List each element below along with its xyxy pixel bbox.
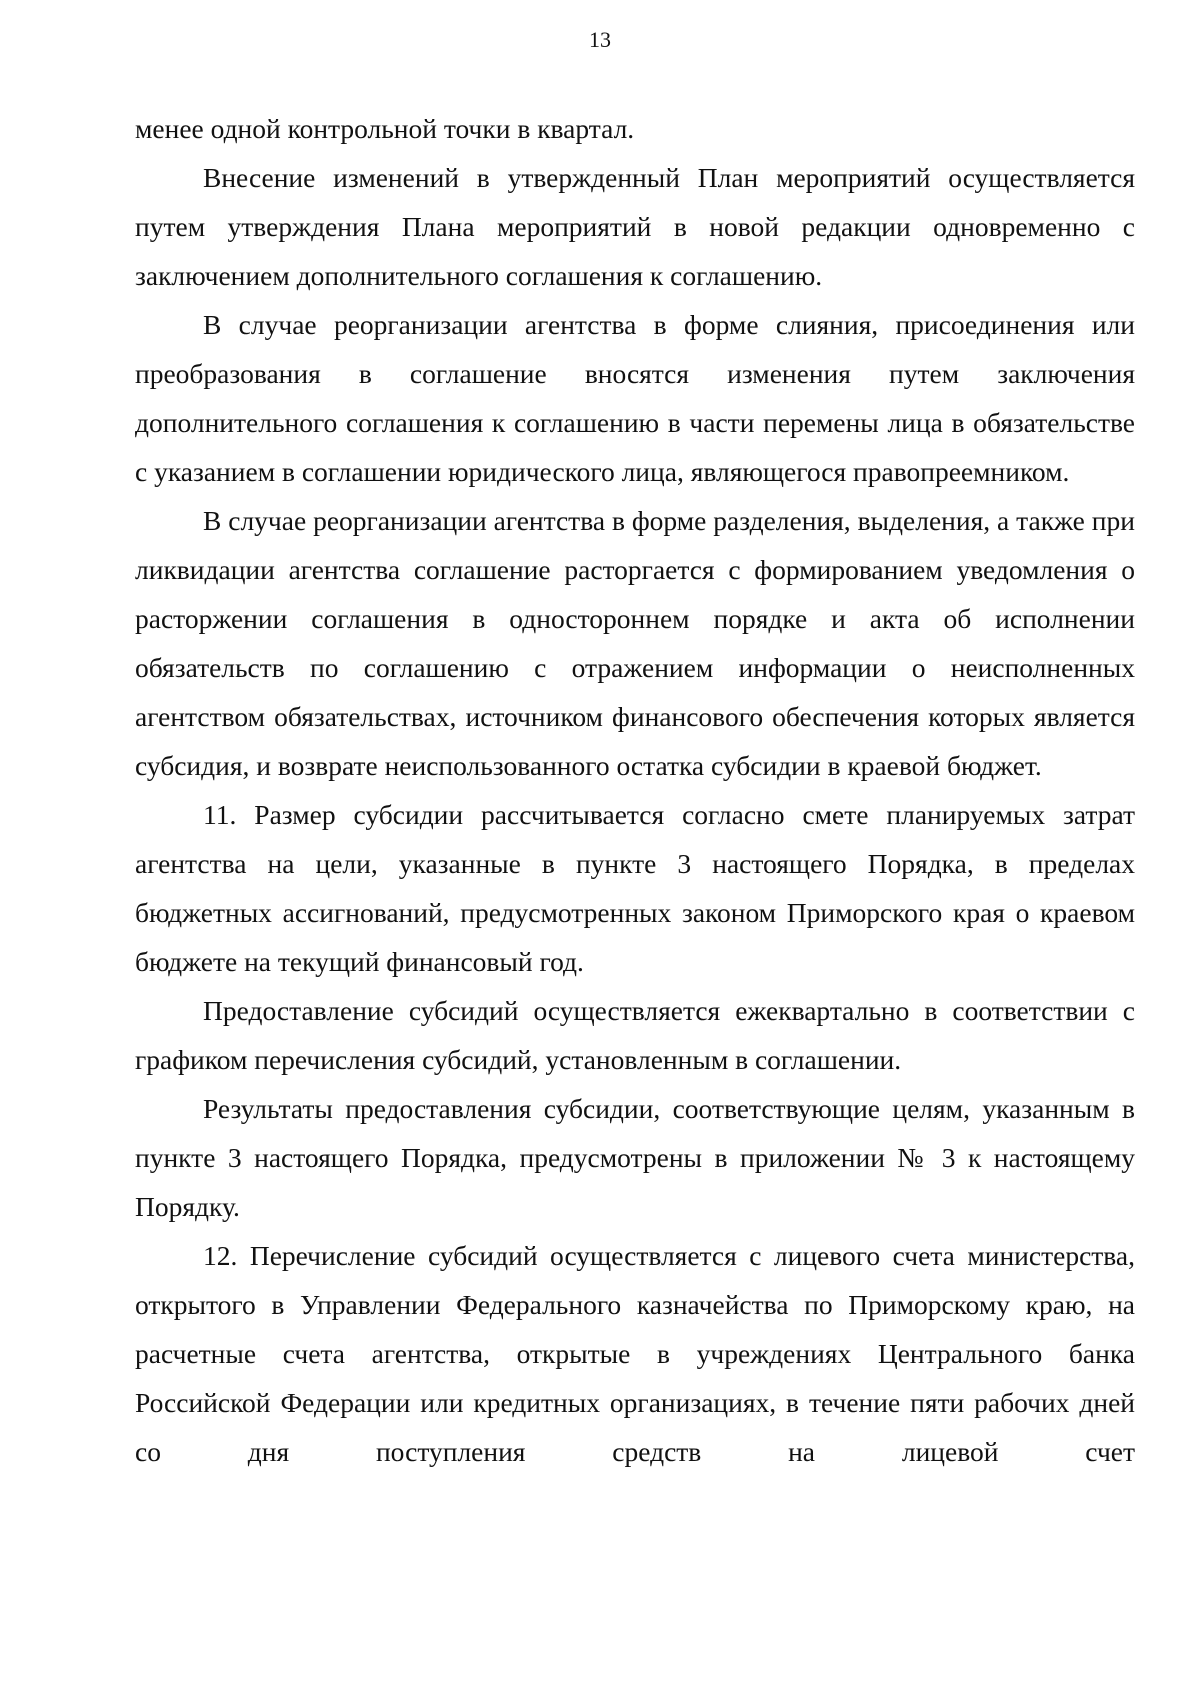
page-number: 13 (589, 27, 611, 52)
paragraph-subsidy-results: Результаты предоставления субсидии, соответствующие целям, указанным в пункте 3 настоящего Порядка, предусмотрены в приложении № 3 к настоящему Порядку. (135, 1093, 1135, 1222)
paragraph-plan-amendments: Внесение изменений в утвержденный План мероприятий осуществляется путем утверждения Плана мероприятий в новой редакции одновременно с заключением дополнительного соглашения к соглашению. (135, 162, 1135, 291)
paragraph-item-12: 12. Перечисление субсидий осуществляется с лицевого счета министерства, открытого в Управлении Федерального казначейства по Приморскому краю, на расчетные счета агентства, открытые в учреждениях Центрального банка Российской Федерации или кредитных организациях, в течение пяти рабочих дней со дня поступления средств на лицевой счет (135, 1240, 1135, 1467)
paragraph-reorganization-merger: В случае реорганизации агентства в форме слияния, присоединения или преобразования в соглашение вносятся изменения путем заключения дополнительного соглашения к соглашению в части перемены лица в обязательстве с указанием в соглашении юридического лица, являющегося правопреемником. (135, 309, 1135, 487)
paragraph-continuation: менее одной контрольной точки в квартал. (135, 113, 635, 144)
paragraph-item-11: 11. Размер субсидии рассчитывается согласно смете планируемых затрат агентства на цели, указанные в пункте 3 настоящего Порядка, в пределах бюджетных ассигнований, предусмотренных законом Приморского края о краевом бюджете на текущий финансовый год. (135, 799, 1135, 977)
paragraph-quarterly-payments: Предоставление субсидий осуществляется ежеквартально в соответствии с графиком перечисления субсидий, установленным в соглашении. (135, 995, 1135, 1075)
paragraph-reorganization-division: В случае реорганизации агентства в форме разделения, выделения, а также при ликвидации агентства соглашение расторгается с формированием уведомления о расторжении соглашения в одностороннем порядке и акта об исполнении обязательств по соглашению с отражением информации о неисполненных агентством обязательствах, источником финансового обеспечения которых является субсидия, и возврате неиспользованного остатка субсидии в краевой бюджет. (135, 505, 1135, 781)
document-body (135, 104, 1135, 1476)
